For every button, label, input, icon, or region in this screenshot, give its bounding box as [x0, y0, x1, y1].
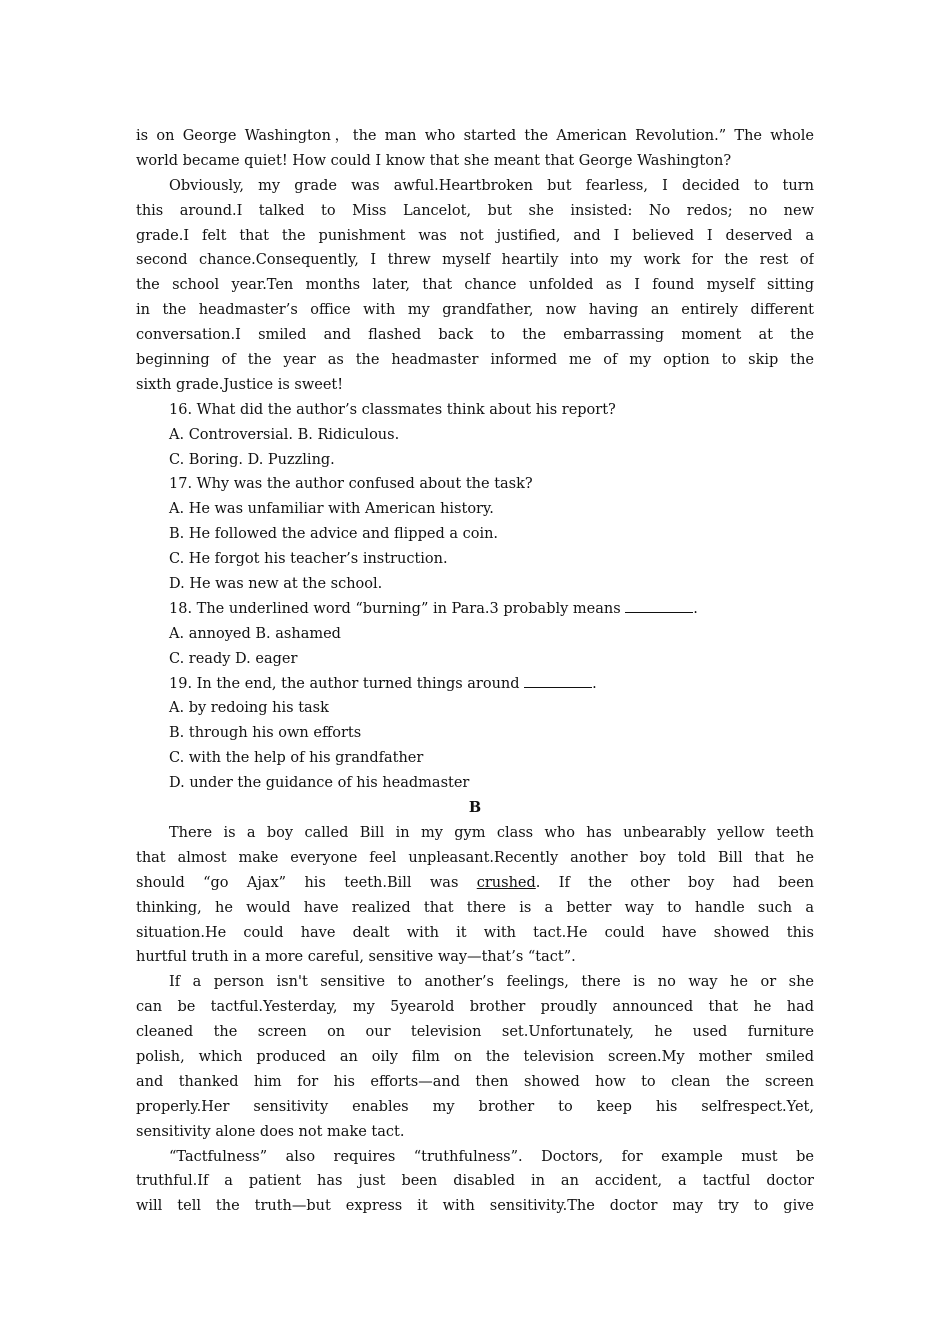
question-16-options-row: A. Controversial. B. Ridiculous. [169, 426, 400, 443]
question-18-stem [136, 597, 814, 622]
passage-line: can be tactful.Yesterday, my 5yearold brother proudly announced that he had [136, 999, 814, 1016]
document-page [136, 124, 814, 1219]
passage-line: second chance.Consequently, I threw myself heartily into my work for the rest of [136, 252, 814, 269]
question-19-option-b: B. through his own efforts [169, 725, 362, 742]
passage-line: Obviously, my grade was awful.Heartbroken but fearless, I decided to turn [169, 177, 814, 194]
question-17-option-a: A. He was unfamiliar with American history. [169, 501, 494, 518]
question-17-option-d: D. He was new at the school. [169, 576, 383, 593]
question-17-option-b: B. He followed the advice and flipped a coin. [169, 526, 499, 543]
passage-line: “Tactfulness” also requires “truthfulness”. Doctors, for example must be [169, 1148, 814, 1165]
question-19-stem [136, 672, 814, 697]
question-19-option-c: C. with the help of his grandfather [169, 750, 424, 767]
question-18-stem-text: 18. The underlined word “burning” in Para.3 probably means [169, 600, 626, 617]
passage-line: hurtful truth in a more careful, sensitive way—that’s “tact”. [136, 949, 576, 966]
answer-blank [524, 673, 592, 688]
passage-line: There is a boy called Bill in my gym class who has unbearably yellow teeth [169, 824, 814, 841]
passage-line: If a person isn't sensitive to another’s feelings, there is no way he or she [169, 974, 814, 991]
passage-line: situation.He could have dealt with it with tact.He could have showed this [136, 924, 814, 941]
passage-line: the school year.Ten months later, that chance unfolded as I found myself sitting [136, 277, 814, 294]
passage-line: grade.I felt that the punishment was not justified, and I believed I deserved a [136, 227, 814, 244]
passage-line: sixth grade.Justice is sweet! [136, 376, 344, 393]
passage-line: world became quiet! How could I know that she meant that George Washington? [136, 152, 732, 169]
question-18-stem-end: . [693, 600, 698, 617]
passage-text: . If the other boy had been [535, 874, 814, 891]
section-heading: B [468, 799, 482, 817]
question-19-option-a: A. by redoing his task [169, 700, 329, 717]
question-18-options-row: A. annoyed B. ashamed [169, 625, 341, 642]
passage-line: that almost make everyone feel unpleasant.Recently another boy told Bill that he [136, 849, 814, 866]
question-16-stem: 16. What did the author’s classmates think about his report? [169, 401, 616, 418]
passage-line: and thanked him for his efforts—and then showed how to clean the screen [136, 1073, 814, 1090]
passage-line: will tell the truth—but express it with sensitivity.The doctor may try to give [136, 1198, 814, 1215]
question-17-stem: 17. Why was the author confused about the task? [169, 476, 533, 493]
question-16-options-row: C. Boring. D. Puzzling. [169, 451, 335, 468]
passage-line: beginning of the year as the headmaster informed me of my option to skip the [136, 352, 814, 369]
question-19-stem-end: . [592, 675, 597, 692]
answer-blank [625, 598, 693, 613]
passage-line: in the headmaster’s office with my grandfather, now having an entirely different [136, 302, 814, 319]
passage-line: truthful.If a patient has just been disabled in an accident, a tactful doctor [136, 1173, 814, 1190]
passage-line: thinking, he would have realized that there is a better way to handle such a [136, 899, 814, 916]
passage-line: sensitivity alone does not make tact. [136, 1123, 405, 1140]
passage-line: cleaned the screen on our television set.Unfortunately, he used furniture [136, 1024, 814, 1041]
question-19-stem-text: 19. In the end, the author turned things around [169, 675, 525, 692]
passage-line: this around.I talked to Miss Lancelot, but she insisted: No redos; no new [136, 202, 814, 219]
underlined-word: crushed [476, 874, 536, 891]
passage-line: polish, which produced an oily film on the television screen.My mother smiled [136, 1048, 814, 1065]
passage-line: conversation.I smiled and flashed back to the embarrassing moment at the [136, 327, 814, 344]
question-18-options-row: C. ready D. eager [169, 650, 298, 667]
passage-text: should “go Ajax” his teeth.Bill was [136, 874, 477, 891]
passage-line [136, 871, 814, 896]
question-17-option-c: C. He forgot his teacher’s instruction. [169, 551, 448, 568]
passage-line: is on George Washington，the man who started the American Revolution.” The whole [136, 128, 814, 144]
question-19-option-d: D. under the guidance of his headmaster [169, 775, 470, 792]
passage-line: properly.Her sensitivity enables my brother to keep his selfrespect.Yet, [136, 1098, 814, 1115]
